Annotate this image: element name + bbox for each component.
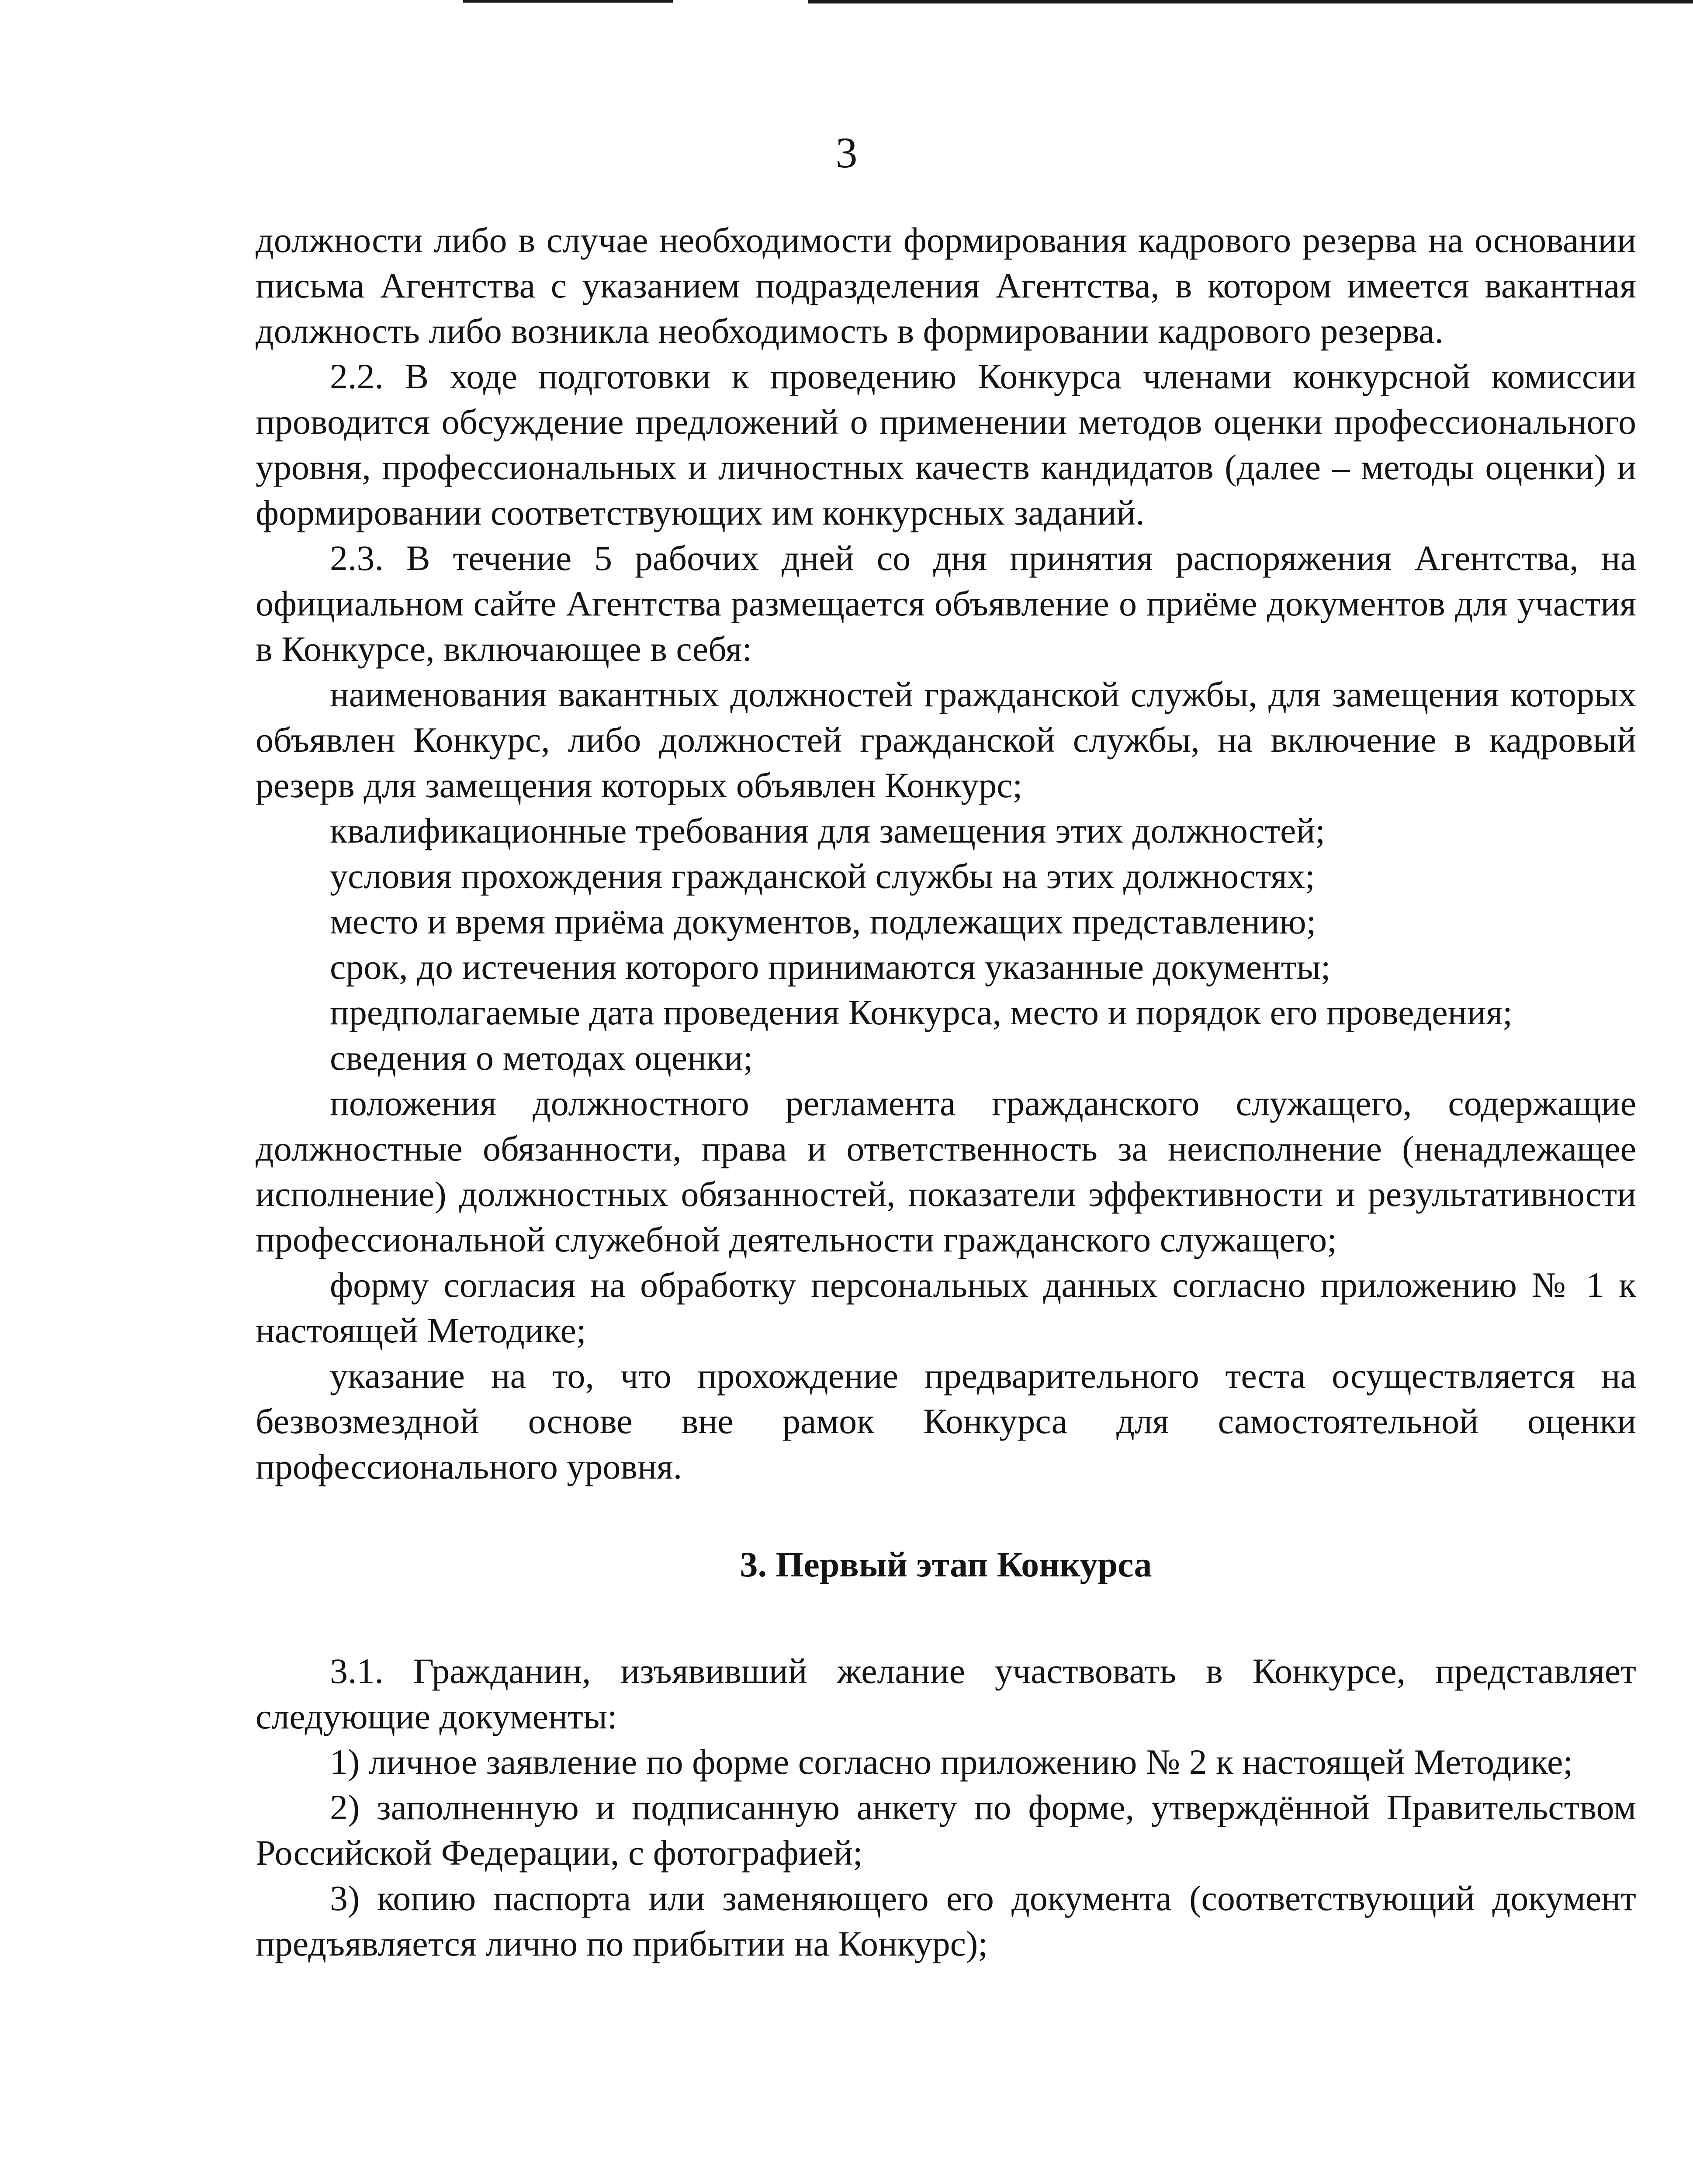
paragraph: 1) личное заявление по форме согласно приложению № 2 к настоящей Методике; xyxy=(330,1742,1573,1782)
paragraph: указание на то, что прохождение предварительного теста осуществляется на безвозмездной основе вне рамок Конкурса для самостоятельной оценки профессионального уровня. xyxy=(256,1356,1636,1486)
scan-edge-line xyxy=(808,0,1693,3)
paragraph: 2) заполненную и подписанную анкету по форме, утверждённой Правительством Российской Федерации, с фотографией; xyxy=(256,1787,1636,1873)
paragraph: 3.1. Гражданин, изъявивший желание участвовать в Конкурсе, представляет следующие документы: xyxy=(256,1651,1636,1736)
paragraph: 3) копию паспорта или заменяющего его документа (соответствующий документ предъявляется лично по прибытии на Конкурс); xyxy=(256,1878,1636,1963)
paragraph: 2.3. В течение 5 рабочих дней со дня принятия распоряжения Агентства, на официальном сайте Агентства размещается объявление о приёме документов для участия в Конкурсе, включающее в себя: xyxy=(256,538,1636,669)
paragraph: сведения о методах оценки; xyxy=(330,1038,753,1078)
page-number: 3 xyxy=(835,128,858,177)
paragraph: срок, до истечения которого принимаются указанные документы; xyxy=(330,947,1331,987)
paragraph: положения должностного регламента гражданского служащего, содержащие должностные обязанности, права и ответственность за неисполнение (ненадлежащее исполнение) должностных обязанностей, показатели эффективности и результативности профессиональной служебной деятельности гражданского служащего; xyxy=(256,1083,1636,1259)
paragraph: условия прохождения гражданской службы на этих должностях; xyxy=(330,856,1315,896)
section-heading: 3. Первый этап Конкурса xyxy=(740,1545,1152,1584)
paragraph: наименования вакантных должностей гражданской службы, для замещения которых объявлен Конкурс, либо должностей гражданской службы, на включение в кадровый резерв для замещения которых объявлен Конкурс; xyxy=(256,674,1636,805)
paragraph: должности либо в случае необходимости формирования кадрового резерва на основании письма Агентства с указанием подразделения Агентства, в котором имеется вакантная должность либо возникла необходимость в формировании кадрового резерва. xyxy=(256,220,1636,351)
document-body xyxy=(256,218,1636,1966)
paragraph: форму согласия на обработку персональных данных согласно приложению № 1 к настоящей Методике; xyxy=(256,1265,1636,1350)
paragraph: предполагаемые дата проведения Конкурса, место и порядок его проведения; xyxy=(330,992,1513,1032)
paragraph: 2.2. В ходе подготовки к проведению Конкурса членами конкурсной комиссии проводится обсуждение предложений о применении методов оценки профессионального уровня, профессиональных и личностных качеств кандидатов (далее – методы оценки) и формировании соответствующих им конкурсных заданий. xyxy=(256,356,1636,532)
paragraph: квалификационные требования для замещения этих должностей; xyxy=(330,811,1326,850)
paragraph: место и время приёма документов, подлежащих представлению; xyxy=(330,902,1316,941)
scan-edge-line xyxy=(463,0,673,3)
